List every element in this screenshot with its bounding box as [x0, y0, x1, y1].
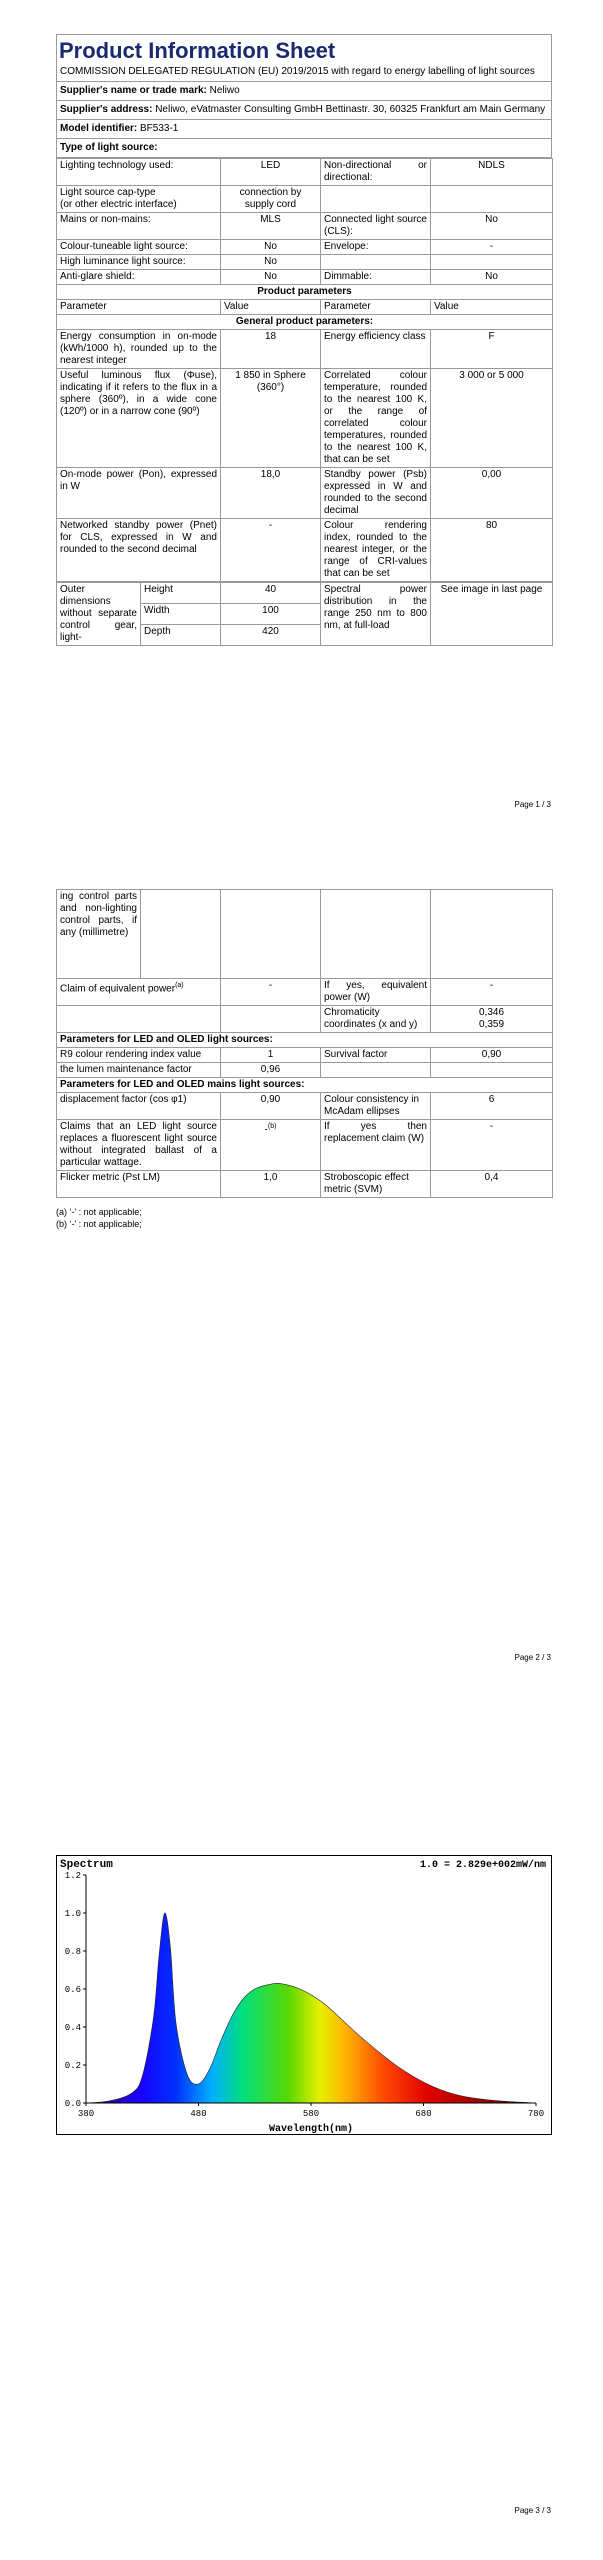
supplier-name: Neliwo: [209, 85, 240, 96]
x-axis-label: Wavelength(nm): [268, 2124, 354, 2135]
footnote-ref-a: (a): [175, 982, 184, 989]
table-row: [57, 519, 553, 582]
chroma-label: Chromaticity coordinates (x and y): [321, 1006, 431, 1033]
table-row: [57, 315, 553, 330]
equiv-power-value: -: [221, 979, 321, 1006]
type-value-cell: [431, 255, 553, 270]
y-tick-label: 0.0: [64, 2099, 81, 2109]
claims-label: Claims that an LED light source replaces a fluorescent light source without integrated ballast of a particular wattage.: [57, 1120, 221, 1171]
param-value-cell: 1 850 in Sphere (360°): [221, 369, 321, 468]
dimension-name: Width: [141, 604, 221, 625]
supplier-address-row: [57, 100, 551, 119]
param-value-cell: 18,0: [221, 468, 321, 519]
table-row: [57, 468, 553, 519]
type-value-cell: NDLS: [431, 159, 553, 186]
regulation-text: COMMISSION DELEGATED REGULATION (EU) 2019/2015 with regard to energy labelling of light sources: [60, 66, 535, 77]
type-label-cell: Colour-tuneable light source:: [57, 240, 221, 255]
empty-cell: [431, 1063, 553, 1078]
table-row: [57, 213, 553, 240]
table-row: [57, 285, 553, 300]
footnote-b: (b) ‘-’ : not applicable;: [56, 1219, 142, 1229]
empty-cell: [221, 890, 321, 979]
product-parameters-heading: Product parameters: [57, 285, 553, 300]
param-value-cell: 80: [431, 519, 553, 582]
dimension-name: Height: [141, 583, 221, 604]
type-value-cell: MLS: [221, 213, 321, 240]
table-row: [57, 890, 553, 979]
page-1: [0, 0, 603, 853]
light-source-type-table: [56, 158, 553, 582]
param-label-cell: Correlated colour temperature, rounded to the nearest 100 K, or the range of correlated colour temperatures, rounded to the nearest 100 K, that can be set: [321, 369, 431, 468]
spd-value: See image in last page: [431, 583, 553, 646]
table-row: [57, 240, 553, 255]
general-parameters-heading: General product parameters:: [57, 315, 553, 330]
replacement-label: If yes then replacement claim (W): [321, 1120, 431, 1171]
dimension-value: 100: [221, 604, 321, 625]
supplier-name-label: Supplier's name or trade mark:: [60, 85, 207, 96]
type-label-cell: Lighting technology used:: [57, 159, 221, 186]
column-header: Parameter: [321, 300, 431, 315]
param-value-cell: 18: [221, 330, 321, 369]
dimension-value: 40: [221, 583, 321, 604]
table-row: [57, 300, 553, 315]
type-value-cell: No: [221, 255, 321, 270]
y-tick-label: 0.4: [64, 2023, 81, 2033]
supplier-address-label: Supplier's address:: [60, 104, 153, 115]
type-label-cell: [321, 255, 431, 270]
equiv-yes-label: If yes, equivalent power (W): [321, 979, 431, 1006]
y-tick-label: 0.2: [64, 2061, 81, 2071]
type-value-cell: [431, 186, 553, 213]
type-label-cell: High luminance light source:: [57, 255, 221, 270]
column-header: Value: [431, 300, 553, 315]
type-value-cell: No: [431, 213, 553, 240]
type-value-cell: No: [221, 240, 321, 255]
table-row: [57, 1078, 553, 1093]
supplier-address: Neliwo, eVatmaster Consulting GmbH Bettinastr. 30, 60325 Frankfurt am Main Germany: [155, 104, 546, 115]
chroma-y: 0,359: [478, 1019, 505, 1030]
y-tick-label: 1.2: [64, 1871, 81, 1881]
replacement-value: -: [431, 1120, 553, 1171]
page-number: Page 2 / 3: [514, 1653, 551, 1662]
dimensions-label: Outer dimensions without separate control gear, light-: [57, 583, 141, 646]
empty-cell: [221, 1006, 321, 1033]
type-value-cell: No: [431, 270, 553, 285]
table-row: [57, 270, 553, 285]
mains-section-heading: Parameters for LED and OLED mains light sources:: [57, 1078, 553, 1093]
table-row: [57, 1006, 553, 1033]
table-row: [57, 1063, 553, 1078]
consistency-value: 6: [431, 1093, 553, 1120]
led-section-heading: Parameters for LED and OLED light sources:: [57, 1033, 553, 1048]
claims-value: -: [264, 1124, 268, 1136]
empty-cell: [57, 1006, 221, 1033]
equiv-power-label-cell: [57, 979, 221, 1006]
dimension-name: Depth: [141, 625, 221, 646]
r9-value: 1: [221, 1048, 321, 1063]
table-row: [57, 1033, 553, 1048]
y-tick-label: 0.6: [64, 1985, 81, 1995]
dimensions-table: [56, 582, 553, 646]
table-row: [57, 369, 553, 468]
param-label-cell: Useful luminous flux (Φuse), indicating if it refers to the flux in a sphere (360º), in a wide cone (120º) or in a narrow cone (90º): [57, 369, 221, 468]
type-value-cell: -: [431, 240, 553, 255]
table-row: [57, 330, 553, 369]
empty-cell: [321, 890, 431, 979]
type-label-cell: Dimmable:: [321, 270, 431, 285]
lumen-label: the lumen maintenance factor: [57, 1063, 221, 1078]
equiv-power-label: Claim of equivalent power: [60, 983, 176, 995]
page-2: [0, 853, 603, 1706]
table-row: [57, 255, 553, 270]
table-row: [57, 1048, 553, 1063]
page-number: Page 1 / 3: [514, 800, 551, 809]
spectrum-svg: [56, 1855, 552, 2135]
type-value-cell: No: [221, 270, 321, 285]
chart-title: Spectrum: [60, 1859, 113, 1871]
type-label-row: [57, 138, 551, 157]
empty-cell: [431, 890, 553, 979]
x-tick-label: 580: [302, 2109, 320, 2119]
table-row: [57, 1120, 553, 1171]
x-tick-label: 480: [190, 2109, 207, 2119]
supplier-name-row: [57, 81, 551, 100]
lumen-value: 0,96: [221, 1063, 321, 1078]
param-label-cell: Colour rendering index, rounded to the nearest integer, or the range of CRI-values that can be set: [321, 519, 431, 582]
type-label-cell: [321, 186, 431, 213]
model-label: Model identifier:: [60, 123, 138, 134]
r9-label: R9 colour rendering index value: [57, 1048, 221, 1063]
param-label-cell: Energy efficiency class: [321, 330, 431, 369]
svm-label: Stroboscopic effect metric (SVM): [321, 1171, 431, 1198]
type-label-cell: Light source cap-type (or other electric interface): [57, 186, 221, 213]
type-label-cell: Envelope:: [321, 240, 431, 255]
survival-label: Survival factor: [321, 1048, 431, 1063]
svm-value: 0,4: [431, 1171, 553, 1198]
table-row: [57, 186, 553, 213]
survival-value: 0,90: [431, 1048, 553, 1063]
displacement-label: displacement factor (cos φ1): [57, 1093, 221, 1120]
parameters-continued-table: [56, 889, 553, 1198]
claims-value-cell: [221, 1120, 321, 1171]
param-value-cell: -: [221, 519, 321, 582]
spectrum-chart: [56, 1855, 552, 2135]
param-label-cell: On-mode power (Pon), expressed in W: [57, 468, 221, 519]
x-tick-label: 680: [415, 2109, 432, 2119]
chroma-value-cell: [431, 1006, 553, 1033]
page-number: Page 3 / 3: [514, 2506, 551, 2515]
spd-label: Spectral power distribution in the range 250 nm to 800 nm, at full-load: [321, 583, 431, 646]
displacement-value: 0,90: [221, 1093, 321, 1120]
footnote-ref-b: (b): [267, 1123, 277, 1130]
param-label-cell: Energy consumption in on-mode (kWh/1000 h), rounded up to the nearest integer: [57, 330, 221, 369]
table-row: [57, 1093, 553, 1120]
type-label-cell: Connected light source (CLS):: [321, 213, 431, 240]
param-label-cell: Networked standby power (Pnet) for CLS, expressed in W and rounded to the second decimal: [57, 519, 221, 582]
type-label: Type of light source:: [60, 142, 158, 153]
footnote-a: (a) ‘-’ : not applicable;: [56, 1207, 142, 1217]
flicker-label: Flicker metric (Pst LM): [57, 1171, 221, 1198]
x-tick-label: 780: [527, 2109, 545, 2119]
param-value-cell: 3 000 or 5 000: [431, 369, 553, 468]
column-header: Parameter: [57, 300, 221, 315]
table-row: [57, 583, 553, 604]
type-value-cell: connection by supply cord: [221, 186, 321, 213]
scale-annotation: 1.0 = 2.829e+002mW/nm: [419, 1860, 546, 1871]
param-label-cell: Standby power (Psb) expressed in W and rounded to the second decimal: [321, 468, 431, 519]
table-row: [57, 979, 553, 1006]
dimension-value: 420: [221, 625, 321, 646]
y-tick-label: 0.8: [64, 1947, 81, 1957]
type-label-cell: Anti-glare shield:: [57, 270, 221, 285]
x-tick-label: 380: [77, 2109, 95, 2119]
dimensions-label-continued: ing control parts and non-lighting control parts, if any (millimetre): [57, 890, 141, 979]
type-value-cell: LED: [221, 159, 321, 186]
flicker-value: 1,0: [221, 1171, 321, 1198]
model-row: [57, 119, 551, 138]
info-frame: [56, 34, 552, 158]
param-value-cell: F: [431, 330, 553, 369]
y-tick-label: 1.0: [64, 1909, 81, 1919]
table-row: [57, 159, 553, 186]
param-value-cell: 0,00: [431, 468, 553, 519]
type-label-cell: Mains or non-mains:: [57, 213, 221, 240]
column-header: Value: [221, 300, 321, 315]
footnotes: [56, 1206, 552, 1230]
table-row: [57, 1171, 553, 1198]
empty-cell: [321, 1063, 431, 1078]
consistency-label: Colour consistency in McAdam ellipses: [321, 1093, 431, 1120]
equiv-yes-value: -: [431, 979, 553, 1006]
empty-cell: [141, 890, 221, 979]
model-identifier: BF533-1: [140, 123, 179, 134]
chroma-x: 0,346: [478, 1007, 505, 1018]
type-label-cell: Non-directional or directional:: [321, 159, 431, 186]
page-title: Product Information Sheet: [59, 38, 336, 63]
